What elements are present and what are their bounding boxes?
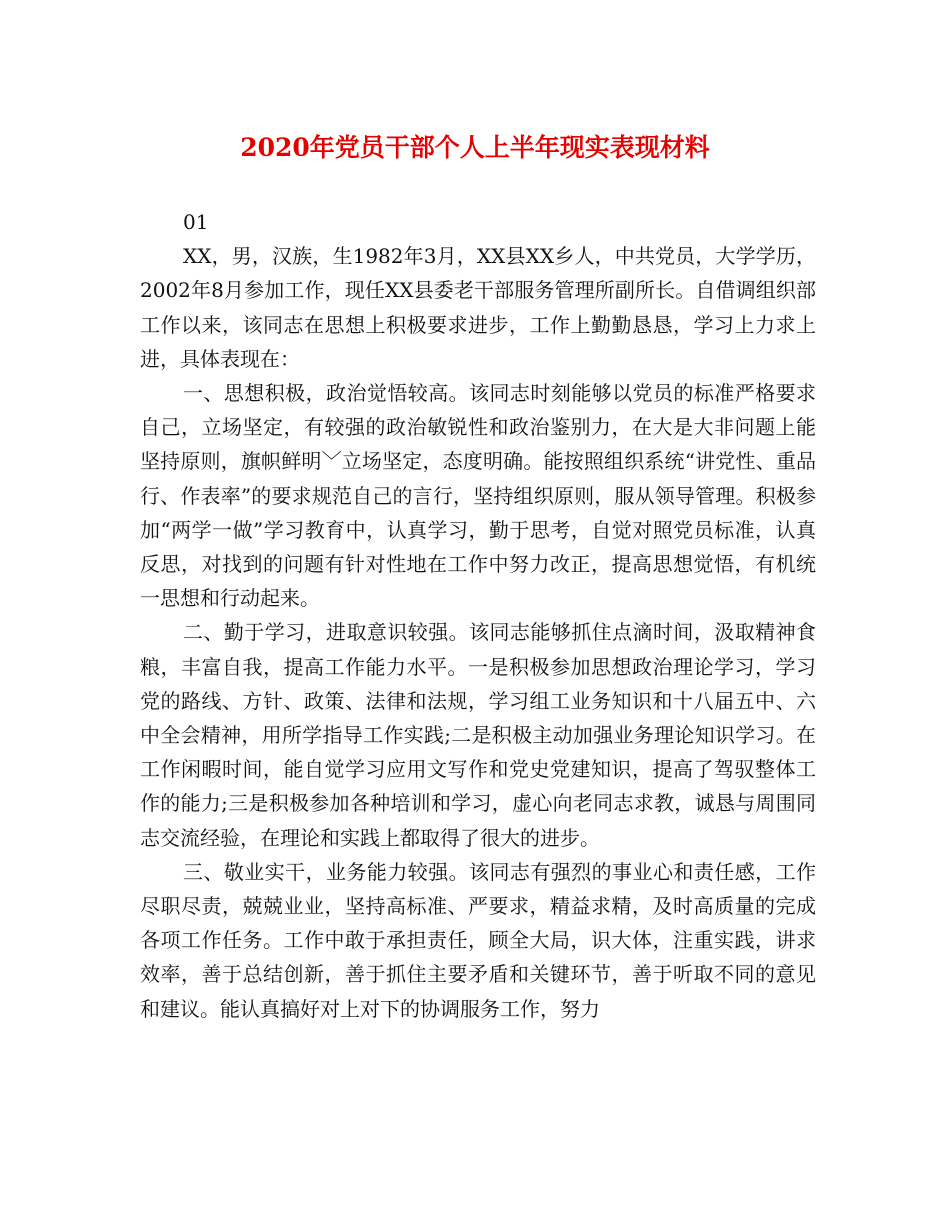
paragraph-intro: XX，男，汉族，生1982年3月，XX县XX乡人，中共党员，大学学历，2002年8月参加工作，现任XX县委老干部服务管理所副所长。自借调组织部工作以来，该同志在思想上积极要求进步，工作上勤勤恳恳，学习上力求上进，具体表现在：	[140, 244, 816, 371]
paragraph-political: 一、思想积极，政治觉悟较高。该同志时刻能够以党员的标准严格要求自己，立场坚定，有较强的政治敏锐性和政治鉴别力，在大是大非问题上能坚持原则，旗帜鲜明﹀立场坚定，态度明确。能按照组织系统“讲党性、重品行、作表率”的要求规范自己的言行，坚持组织原则，服从领导管理。积极参加“两学一做”学习教育中，认真学习，勤于思考，自觉对照党员标准，认真反思，对找到的问题有针对性地在工作中努力改正，提高思想觉悟，有机统一思想和行动起来。	[140, 381, 816, 611]
paragraph-work: 三、敬业实干，业务能力较强。该同志有强烈的事业心和责任感，工作尽职尽责，兢兢业业，坚持高标准、严要求，精益求精，及时高质量的完成各项工作任务。工作中敢于承担责任，顾全大局，识大体，注重实践，讲求效率，善于总结创新，善于抓住主要矛盾和关键环节，善于听取不同的意见和建议。能认真搞好对上对下的协调服务工作，努力	[140, 859, 816, 1021]
paragraph-study: 二、勤于学习，进取意识较强。该同志能够抓住点滴时间，汲取精神食粮，丰富自我，提高工作能力水平。一是积极参加思想政治理论学习，学习党的路线、方针、政策、法律和法规，学习组工业务知识和十八届五中、六中全会精神，用所学指导工作实践;二是积极主动加强业务理论知识学习。在工作闲暇时间，能自觉学习应用文写作和党史党建知识，提高了驾驭整体工作的能力;三是积极参加各种培训和学习，虚心向老同志求教，诚恳与周围同志交流经验，在理论和实践上都取得了很大的进步。	[140, 620, 816, 850]
section-number: 01	[183, 210, 209, 234]
document-body	[140, 205, 816, 1026]
document-title: 2020年党员干部个人上半年现实表现材料	[240, 133, 710, 162]
